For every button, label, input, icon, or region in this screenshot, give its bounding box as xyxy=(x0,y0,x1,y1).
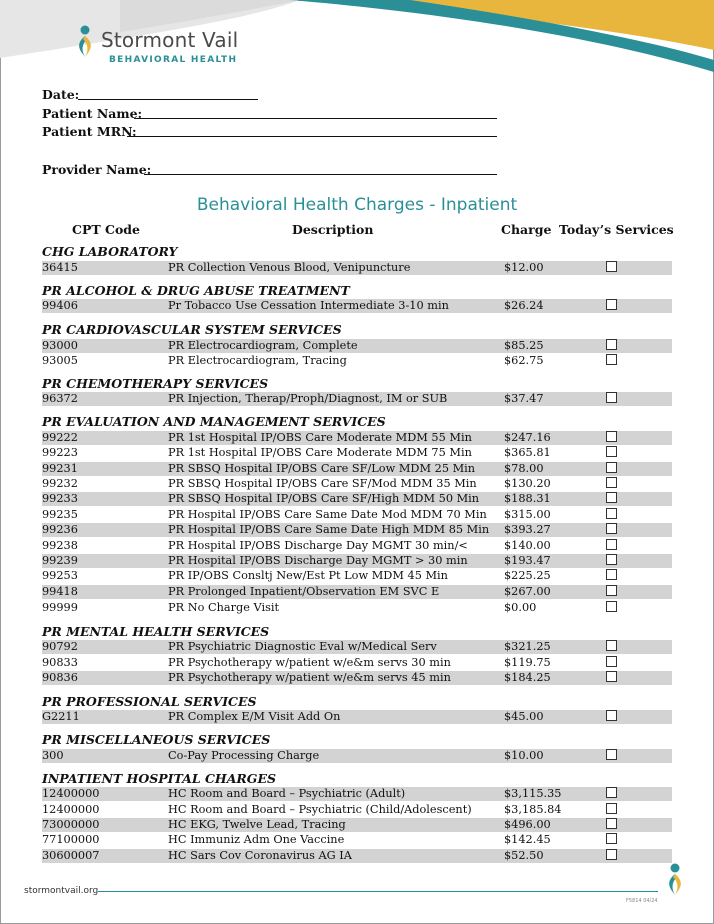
footer-logo-icon xyxy=(664,862,686,896)
charge-description: PR Prolonged Inpatient/Observation EM SVC E xyxy=(168,585,440,598)
cpt-code: 99232 xyxy=(42,477,78,490)
charge-amount: $45.00 xyxy=(504,710,544,723)
org-subtitle: BEHAVIORAL HEALTH xyxy=(109,55,238,65)
cpt-code: 93005 xyxy=(42,354,78,367)
footer-divider xyxy=(98,891,658,892)
footer-url[interactable]: stormontvail.org xyxy=(24,886,99,896)
cpt-code: 99238 xyxy=(42,539,78,552)
todays-service-checkbox[interactable] xyxy=(606,601,617,612)
form-title: Behavioral Health Charges - Inpatient xyxy=(196,195,518,215)
charge-description: PR Psychotherapy w/patient w/e&m servs 30 min xyxy=(168,656,451,669)
charge-description: HC Immuniz Adm One Vaccine xyxy=(168,833,345,846)
table-row xyxy=(42,508,672,522)
cpt-code: 12400000 xyxy=(42,803,100,816)
section-heading: PR CARDIOVASCULAR SYSTEM SERVICES xyxy=(42,322,342,337)
table-row xyxy=(42,601,672,615)
charge-amount: $37.47 xyxy=(504,392,544,405)
cpt-code: 99233 xyxy=(42,492,78,505)
cpt-code: 99223 xyxy=(42,446,78,459)
todays-service-checkbox[interactable] xyxy=(606,392,617,403)
todays-service-checkbox[interactable] xyxy=(606,803,617,814)
charge-amount: $3,185.84 xyxy=(504,803,562,816)
charge-description: PR SBSQ Hospital IP/OBS Care SF/High MDM 50 Min xyxy=(168,492,480,505)
table-row xyxy=(42,656,672,670)
patient-mrn-input-line[interactable] xyxy=(127,136,497,137)
section-heading: PR PROFESSIONAL SERVICES xyxy=(42,694,257,709)
table-row xyxy=(42,431,672,445)
charge-description: PR Hospital IP/OBS Discharge Day MGMT 30 min/< xyxy=(168,539,468,552)
todays-service-checkbox[interactable] xyxy=(606,656,617,667)
todays-service-checkbox[interactable] xyxy=(606,671,617,682)
charge-description: PR Psychotherapy w/patient w/e&m servs 45 min xyxy=(168,671,451,684)
charge-description: HC EKG, Twelve Lead, Tracing xyxy=(168,818,346,831)
todays-service-checkbox[interactable] xyxy=(606,749,617,760)
charge-amount: $321.25 xyxy=(504,640,551,653)
cpt-code: 73000000 xyxy=(42,818,100,831)
section-heading: INPATIENT HOSPITAL CHARGES xyxy=(42,771,277,786)
table-row xyxy=(42,569,672,583)
section-heading: PR MENTAL HEALTH SERVICES xyxy=(42,624,270,639)
provider-name-label: Provider Name: xyxy=(42,162,152,177)
charge-amount: $247.16 xyxy=(504,431,551,444)
todays-service-checkbox[interactable] xyxy=(606,569,617,580)
org-name: Stormont Vail xyxy=(101,28,239,52)
todays-service-checkbox[interactable] xyxy=(606,477,617,488)
cpt-code: 99253 xyxy=(42,569,78,582)
charge-amount: $26.24 xyxy=(504,299,544,312)
charge-description: PR Injection, Therap/Proph/Diagnost, IM or SUB xyxy=(168,392,448,405)
todays-service-checkbox[interactable] xyxy=(606,354,617,365)
column-header-services: Today’s Services xyxy=(559,222,674,237)
todays-service-checkbox[interactable] xyxy=(606,492,617,503)
table-row xyxy=(42,710,672,724)
charge-amount: $140.00 xyxy=(504,539,551,552)
todays-service-checkbox[interactable] xyxy=(606,339,617,350)
charge-description: Pr Tobacco Use Cessation Intermediate 3-10 min xyxy=(168,299,449,312)
cpt-code: 99236 xyxy=(42,523,78,536)
table-row xyxy=(42,749,672,763)
charge-amount: $184.25 xyxy=(504,671,551,684)
cpt-code: 90792 xyxy=(42,640,78,653)
table-row xyxy=(42,354,672,368)
charge-description: PR Electrocardiogram, Complete xyxy=(168,339,358,352)
todays-service-checkbox[interactable] xyxy=(606,299,617,310)
charge-description: Co-Pay Processing Charge xyxy=(168,749,320,762)
charge-amount: $496.00 xyxy=(504,818,551,831)
table-row xyxy=(42,803,672,817)
charge-description: HC Room and Board – Psychiatric (Adult) xyxy=(168,787,406,800)
table-row xyxy=(42,671,672,685)
cpt-code: 12400000 xyxy=(42,787,100,800)
section-heading: PR MISCELLANEOUS SERVICES xyxy=(42,732,271,747)
charge-amount: $10.00 xyxy=(504,749,544,762)
charge-description: PR Electrocardiogram, Tracing xyxy=(168,354,347,367)
cpt-code: G2211 xyxy=(42,710,80,723)
table-row xyxy=(42,339,672,353)
stormont-vail-logo-icon xyxy=(74,24,96,58)
charge-description: PR 1st Hospital IP/OBS Care Moderate MDM 55 Min xyxy=(168,431,472,444)
cpt-code: 96372 xyxy=(42,392,78,405)
todays-service-checkbox[interactable] xyxy=(606,508,617,519)
cpt-code: 99418 xyxy=(42,585,78,598)
patient-name-label: Patient Name: xyxy=(42,106,143,121)
section-heading: PR EVALUATION AND MANAGEMENT SERVICES xyxy=(42,414,386,429)
todays-service-checkbox[interactable] xyxy=(606,818,617,829)
section-heading: PR ALCOHOL & DRUG ABUSE TREATMENT xyxy=(42,283,350,298)
table-row xyxy=(42,818,672,832)
todays-service-checkbox[interactable] xyxy=(606,787,617,798)
todays-service-checkbox[interactable] xyxy=(606,261,617,272)
todays-service-checkbox[interactable] xyxy=(606,539,617,550)
charge-amount: $3,115.35 xyxy=(504,787,562,800)
table-row xyxy=(42,392,672,406)
patient-mrn-field xyxy=(42,124,137,139)
charge-amount: $225.25 xyxy=(504,569,551,582)
cpt-code: 99406 xyxy=(42,299,78,312)
date-input-line[interactable] xyxy=(78,99,258,100)
date-field xyxy=(42,87,79,102)
todays-service-checkbox[interactable] xyxy=(606,640,617,651)
section-heading: CHG LABORATORY xyxy=(42,244,178,259)
charge-amount: $85.25 xyxy=(504,339,544,352)
charge-amount: $393.27 xyxy=(504,523,551,536)
charge-amount: $62.75 xyxy=(504,354,544,367)
cpt-code: 99231 xyxy=(42,462,78,475)
charge-amount: $142.45 xyxy=(504,833,551,846)
cpt-code: 93000 xyxy=(42,339,78,352)
todays-service-checkbox[interactable] xyxy=(606,710,617,721)
table-row xyxy=(42,833,672,847)
cpt-code: 30600007 xyxy=(42,849,100,862)
charge-amount: $0.00 xyxy=(504,601,537,614)
table-row xyxy=(42,539,672,553)
charge-description: PR Hospital IP/OBS Discharge Day MGMT > 30 min xyxy=(168,554,468,567)
table-row xyxy=(42,299,672,313)
charge-amount: $12.00 xyxy=(504,261,544,274)
table-row xyxy=(42,261,672,275)
section-heading: PR CHEMOTHERAPY SERVICES xyxy=(42,376,269,391)
table-row xyxy=(42,849,672,863)
cpt-code: 99235 xyxy=(42,508,78,521)
column-header-code: CPT Code xyxy=(72,222,140,237)
table-row xyxy=(42,523,672,537)
table-row xyxy=(42,477,672,491)
column-header-description: Description xyxy=(292,222,374,237)
table-row xyxy=(42,462,672,476)
charge-amount: $78.00 xyxy=(504,462,544,475)
column-header-charge: Charge xyxy=(501,222,552,237)
patient-name-field xyxy=(42,106,142,121)
todays-service-checkbox[interactable] xyxy=(606,554,617,565)
date-label: Date: xyxy=(42,87,80,102)
todays-service-checkbox[interactable] xyxy=(606,523,617,534)
charge-description: PR IP/OBS Consltj New/Est Pt Low MDM 45 Min xyxy=(168,569,448,582)
patient-name-input-line[interactable] xyxy=(134,118,497,119)
todays-service-checkbox[interactable] xyxy=(606,462,617,473)
form-code: F5814 04/24 xyxy=(626,898,658,904)
charge-amount: $267.00 xyxy=(504,585,551,598)
charge-amount: $365.81 xyxy=(504,446,551,459)
charge-description: PR Hospital IP/OBS Care Same Date Mod MDM 70 Min xyxy=(168,508,487,521)
cpt-code: 90833 xyxy=(42,656,78,669)
cpt-code: 36415 xyxy=(42,261,78,274)
charge-description: HC Sars Cov Coronavirus AG IA xyxy=(168,849,352,862)
charge-description: PR SBSQ Hospital IP/OBS Care SF/Low MDM 25 Min xyxy=(168,462,476,475)
charge-amount: $119.75 xyxy=(504,656,551,669)
table-row xyxy=(42,554,672,568)
charge-description: PR No Charge Visit xyxy=(168,601,280,614)
charge-description: PR Hospital IP/OBS Care Same Date High MDM 85 Min xyxy=(168,523,490,536)
provider-name-field xyxy=(42,162,151,177)
charge-description: PR Collection Venous Blood, Venipuncture xyxy=(168,261,411,274)
charge-description: PR SBSQ Hospital IP/OBS Care SF/Mod MDM 35 Min xyxy=(168,477,477,490)
cpt-code: 77100000 xyxy=(42,833,100,846)
cpt-code: 90836 xyxy=(42,671,78,684)
charge-amount: $193.47 xyxy=(504,554,551,567)
patient-mrn-label: Patient MRN: xyxy=(42,124,137,139)
cpt-code: 99239 xyxy=(42,554,78,567)
todays-service-checkbox[interactable] xyxy=(606,446,617,457)
provider-name-input-line[interactable] xyxy=(144,174,497,175)
table-row xyxy=(42,787,672,801)
charge-description: PR Complex E/M Visit Add On xyxy=(168,710,341,723)
table-row xyxy=(42,446,672,460)
table-row xyxy=(42,492,672,506)
charge-amount: $130.20 xyxy=(504,477,551,490)
charge-description: HC Room and Board – Psychiatric (Child/Adolescent) xyxy=(168,803,472,816)
charge-description: PR 1st Hospital IP/OBS Care Moderate MDM 75 Min xyxy=(168,446,472,459)
todays-service-checkbox[interactable] xyxy=(606,833,617,844)
table-row xyxy=(42,585,672,599)
charge-description: PR Psychiatric Diagnostic Eval w/Medical Serv xyxy=(168,640,437,653)
cpt-code: 300 xyxy=(42,749,64,762)
table-row xyxy=(42,640,672,654)
cpt-code: 99222 xyxy=(42,431,78,444)
todays-service-checkbox[interactable] xyxy=(606,849,617,860)
todays-service-checkbox[interactable] xyxy=(606,585,617,596)
charge-amount: $52.50 xyxy=(504,849,544,862)
charge-amount: $315.00 xyxy=(504,508,551,521)
todays-service-checkbox[interactable] xyxy=(606,431,617,442)
cpt-code: 99999 xyxy=(42,601,78,614)
charge-amount: $188.31 xyxy=(504,492,551,505)
